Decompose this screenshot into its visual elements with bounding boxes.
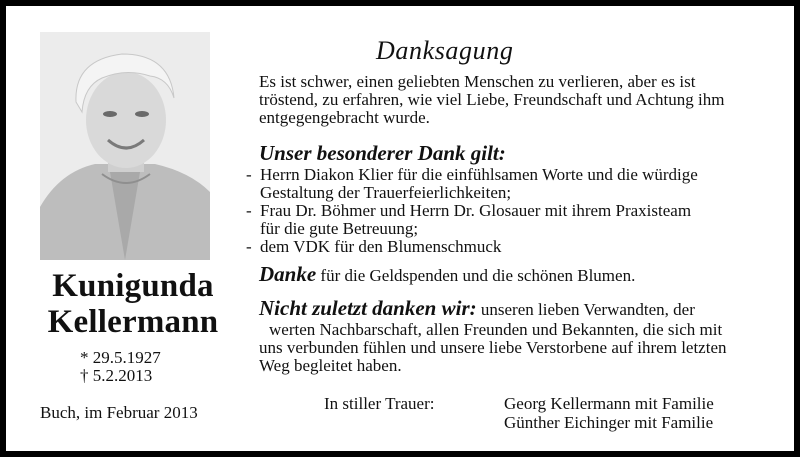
deceased-last-name: Kellermann	[47, 304, 219, 340]
birth-date: * 29.5.1927	[80, 348, 161, 367]
deceased-first-name: Kunigunda	[52, 268, 214, 304]
intro-paragraph	[259, 73, 789, 127]
signers-list	[504, 394, 714, 432]
page-title: Danksagung	[376, 36, 514, 65]
mourning-label: In stiller Trauer:	[324, 394, 435, 413]
donation-thanks-text: für die Geldspenden und die schönen Blumen.	[316, 266, 636, 285]
final-thanks	[259, 297, 789, 375]
portrait-photo	[40, 32, 210, 260]
thanks-list	[246, 166, 791, 256]
intro-line: tröstend, zu erfahren, wie viel Liebe, Freundschaft und Achtung ihm	[259, 90, 725, 109]
list-item-line: dem VDK für den Blumenschmuck	[260, 237, 502, 256]
death-date: † 5.2.2013	[80, 366, 153, 385]
list-dash: -	[246, 237, 252, 256]
final-thanks-line: werten Nachbarschaft, allen Freunden und Bekannten, die sich mit	[269, 320, 723, 339]
portrait-illustration	[40, 32, 210, 260]
signer: Georg Kellermann mit Familie	[504, 394, 714, 413]
donation-thanks	[259, 263, 635, 287]
list-item-line: Gestaltung der Trauerfeierlichkeiten;	[260, 183, 512, 202]
donation-thanks-lead: Danke	[259, 262, 317, 286]
list-item	[246, 202, 791, 238]
final-thanks-line: uns verbunden fühlen und unsere liebe Verstorbene auf ihrem letzten	[259, 338, 727, 357]
final-thanks-lead: Nicht zuletzt danken wir:	[259, 296, 477, 320]
list-item-line: Herrn Diakon Klier für die einfühlsamen Worte und die würdige	[260, 165, 698, 184]
special-thanks-heading: Unser besonderer Dank gilt:	[259, 141, 506, 165]
list-item-line: für die gute Betreuung;	[260, 219, 419, 238]
list-item-line: Frau Dr. Böhmer und Herrn Dr. Glosauer mit ihrem Praxisteam	[260, 201, 692, 220]
list-dash: -	[246, 165, 252, 184]
final-thanks-first-line	[259, 297, 789, 321]
signer: Günther Eichinger mit Familie	[504, 413, 714, 432]
list-item	[246, 166, 791, 202]
list-dash: -	[246, 201, 252, 220]
final-thanks-line: Weg begleitet haben.	[259, 356, 402, 375]
intro-line: entgegengebracht wurde.	[259, 108, 430, 127]
list-item	[246, 238, 791, 256]
final-thanks-first-rest: unseren lieben Verwandten, der	[476, 300, 695, 319]
intro-line: Es ist schwer, einen geliebten Menschen zu verlieren, aber es ist	[259, 72, 696, 91]
place-date: Buch, im Februar 2013	[40, 403, 198, 422]
